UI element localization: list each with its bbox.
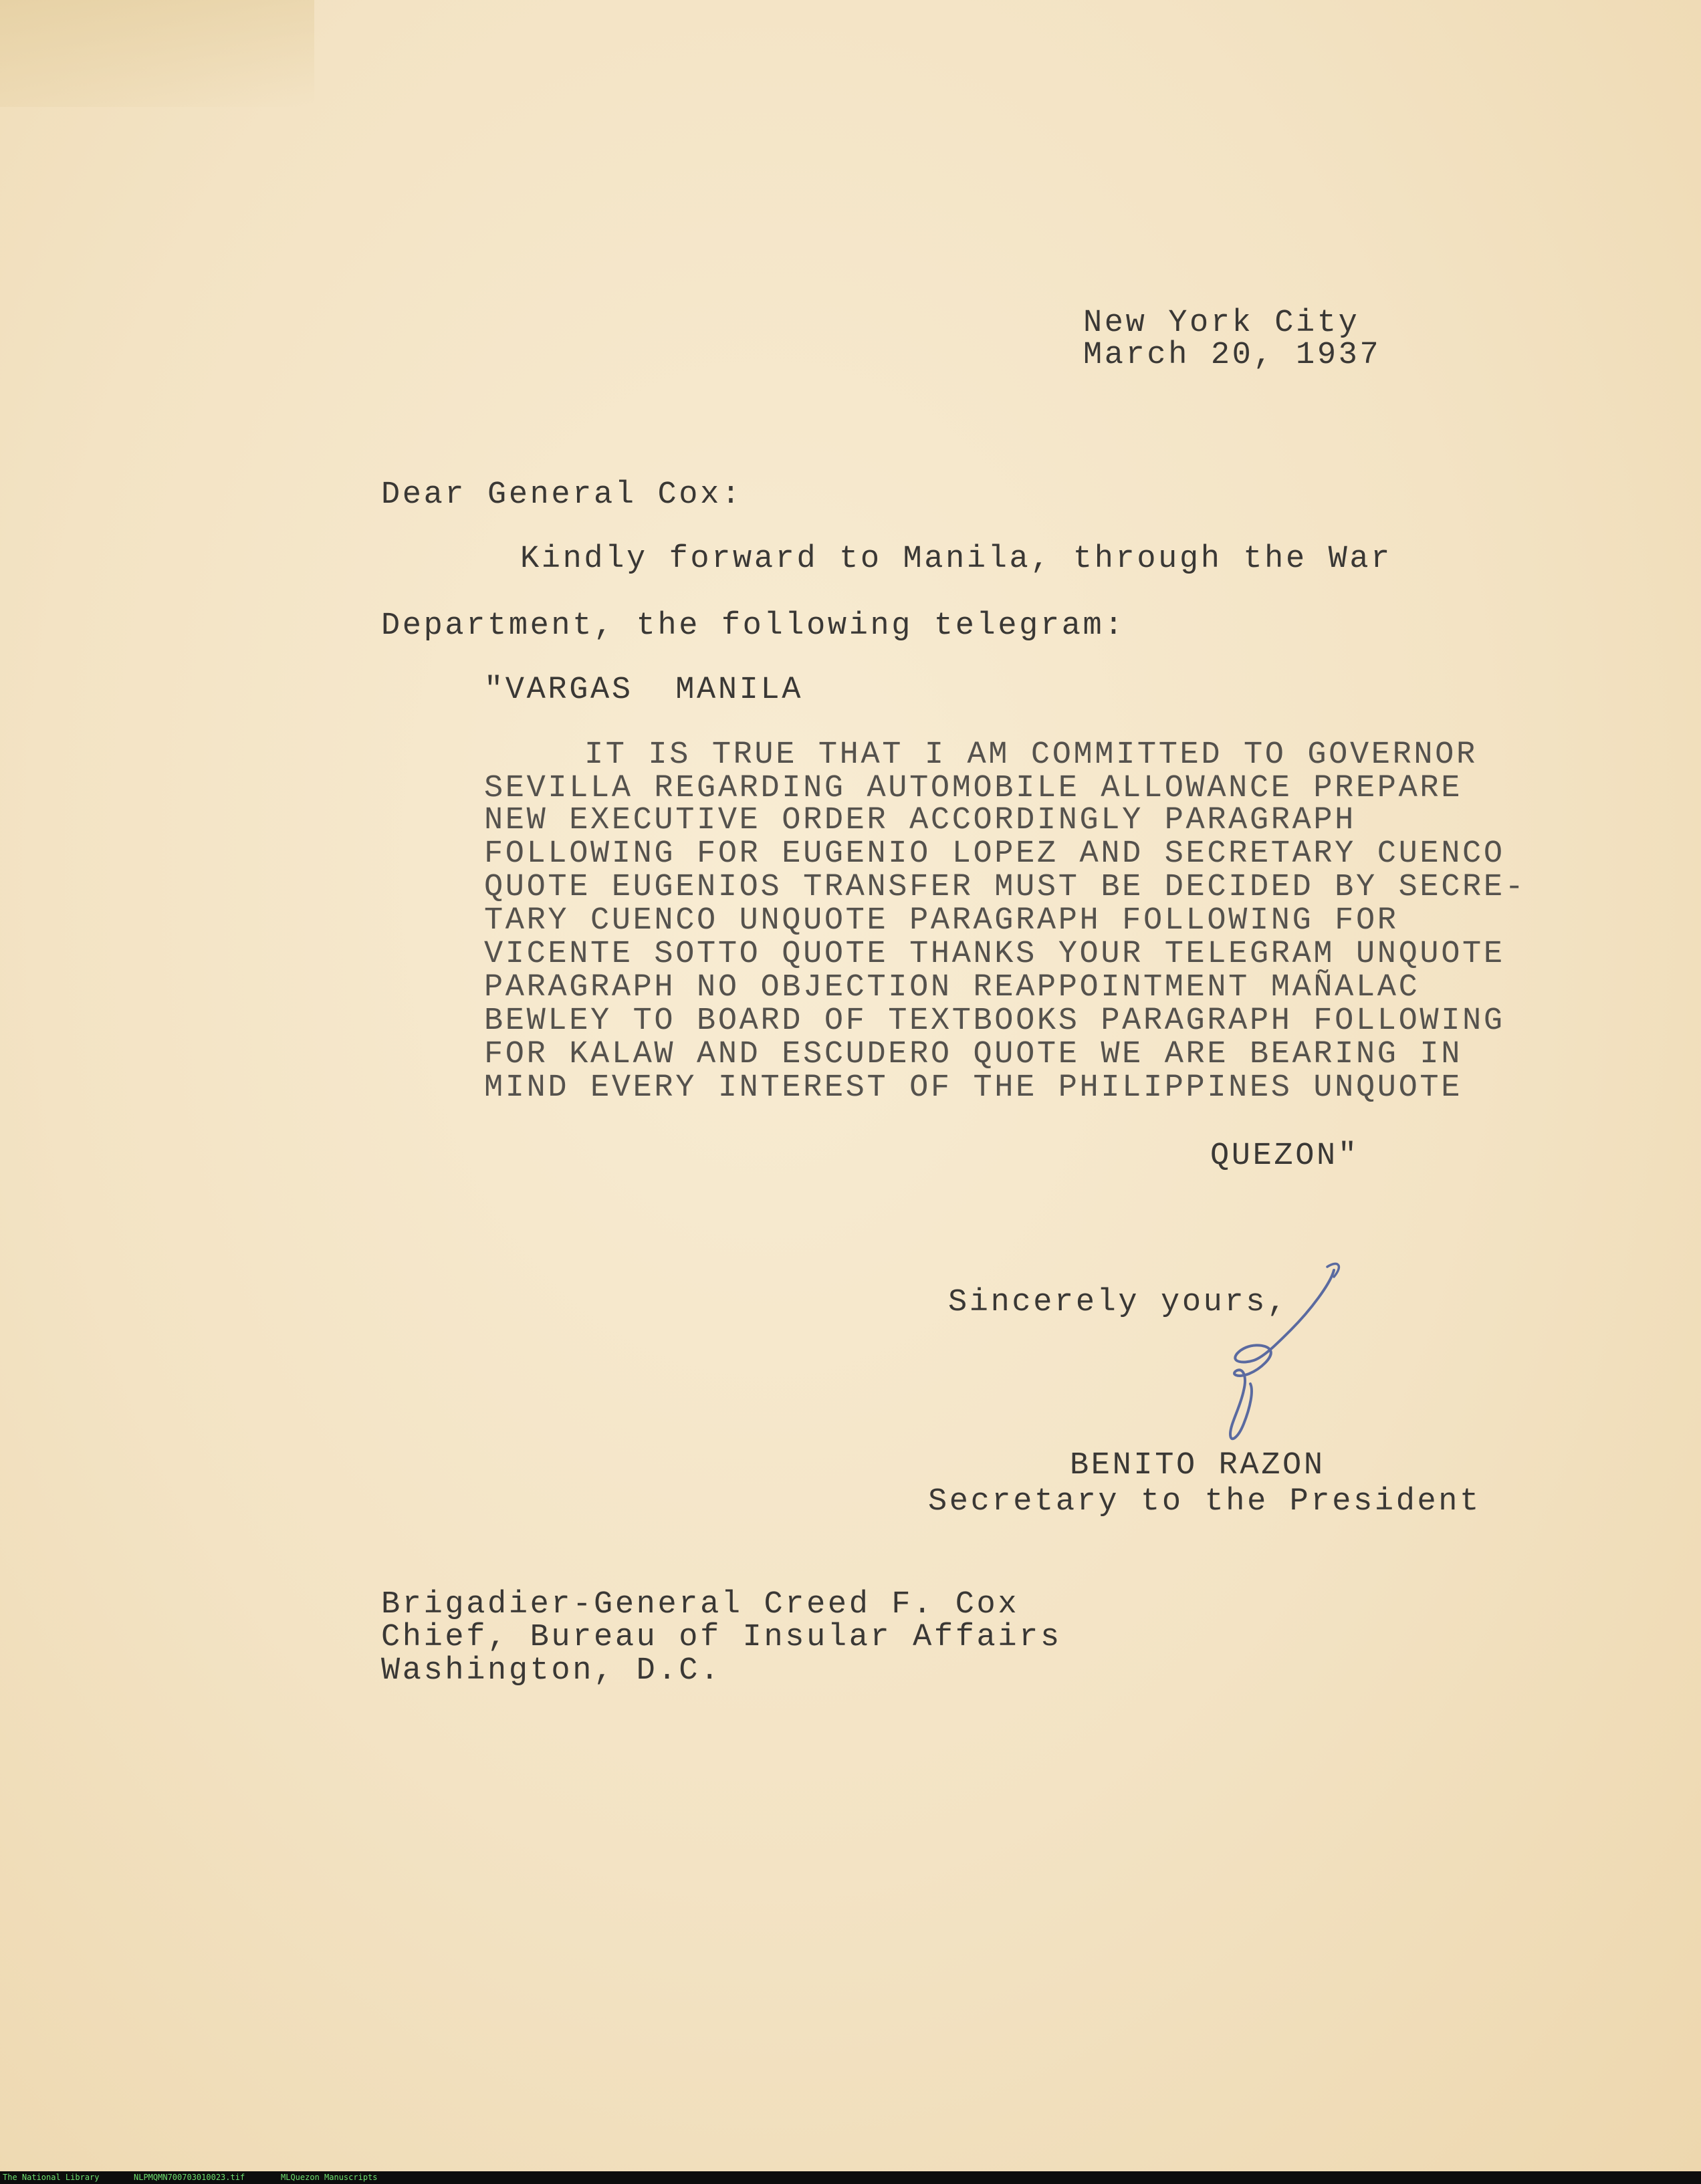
telegram-line: NEW EXECUTIVE ORDER ACCORDINGLY PARAGRAPH xyxy=(484,803,1356,838)
telegram-address: "VARGAS MANILA xyxy=(484,673,804,708)
telegram-line: FOR KALAW AND ESCUDERO QUOTE WE ARE BEARING IN xyxy=(484,1037,1463,1072)
telegram-line: QUOTE EUGENIOS TRANSFER MUST BE DECIDED BY SECRE- xyxy=(484,870,1526,905)
date-line: March 20, 1937 xyxy=(1083,338,1381,373)
intro-line-1: Kindly forward to Manila, through the War xyxy=(520,541,1392,577)
worn-corner xyxy=(0,0,314,107)
recipient-name: Brigadier-General Creed F. Cox xyxy=(381,1587,1020,1622)
intro-line-2: Department, the following telegram: xyxy=(381,608,1126,644)
telegram-line: MIND EVERY INTEREST OF THE PHILIPPINES UNQUOTE xyxy=(484,1070,1463,1106)
telegram-sender: QUEZON" xyxy=(1210,1138,1359,1174)
telegram-line: TARY CUENCO UNQUOTE PARAGRAPH FOLLOWING FOR xyxy=(484,903,1399,939)
telegram-line: FOLLOWING FOR EUGENIO LOPEZ AND SECRETARY CUENCO xyxy=(484,836,1505,872)
scan-footer-bar xyxy=(0,2171,1701,2184)
signature-scrawl xyxy=(1130,1257,1357,1471)
footer-file: NLPMQMN700703010023.tif xyxy=(134,2173,245,2182)
recipient-city: Washington, D.C. xyxy=(381,1653,721,1689)
footer-collection: MLQuezon Manuscripts xyxy=(281,2173,378,2182)
footer-library: The National Library xyxy=(3,2173,100,2182)
signer-name: BENITO RAZON xyxy=(1070,1448,1325,1483)
recipient-office: Chief, Bureau of Insular Affairs xyxy=(381,1620,1062,1655)
telegram-line: IT IS TRUE THAT I AM COMMITTED TO GOVERNOR xyxy=(584,737,1478,773)
salutation: Dear General Cox: xyxy=(381,477,743,513)
closing: Sincerely yours, xyxy=(948,1285,1288,1320)
telegram-line: PARAGRAPH NO OBJECTION REAPPOINTMENT MAÑALAC xyxy=(484,970,1420,1005)
telegram-line: BEWLEY TO BOARD OF TEXTBOOKS PARAGRAPH FOLLOWING xyxy=(484,1003,1505,1039)
telegram-line: VICENTE SOTTO QUOTE THANKS YOUR TELEGRAM UNQUOTE xyxy=(484,937,1505,972)
signer-title: Secretary to the President xyxy=(928,1484,1481,1520)
place-line: New York City xyxy=(1083,306,1360,341)
telegram-line: SEVILLA REGARDING AUTOMOBILE ALLOWANCE PREPARE xyxy=(484,771,1463,806)
